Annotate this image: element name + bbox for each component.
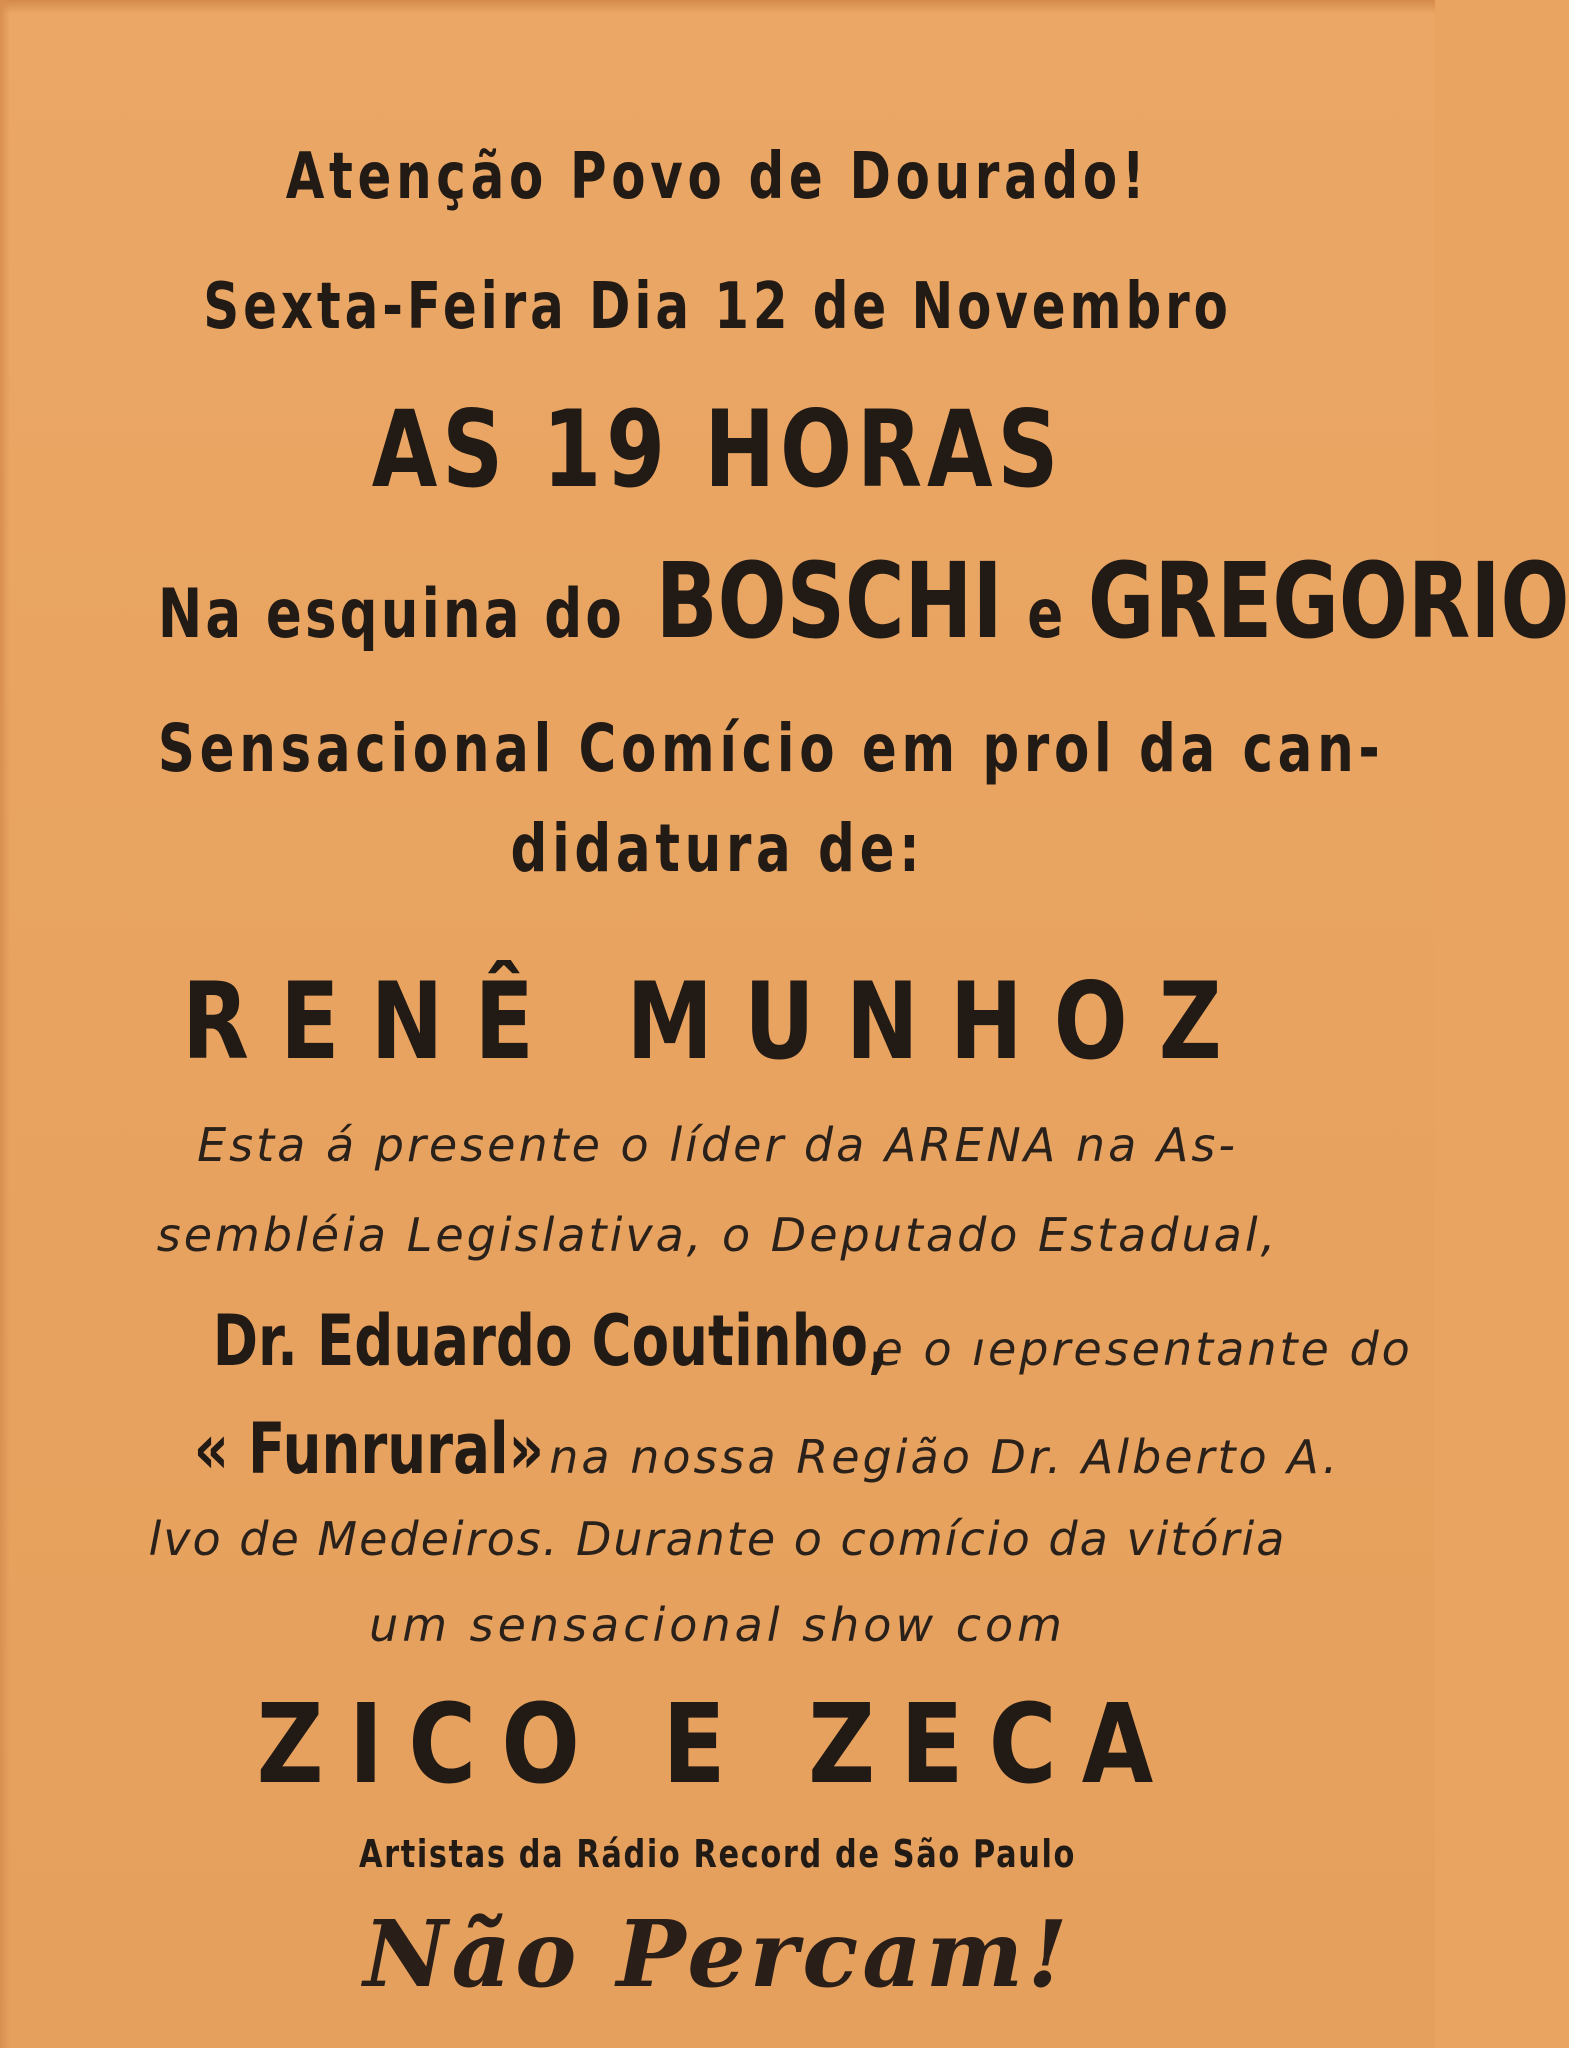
candidate-name: RENÊ MUNHOZ bbox=[182, 960, 1253, 1083]
paper-edge-top bbox=[0, 0, 1435, 14]
paragraph-line-3 bbox=[0, 1300, 1435, 1382]
headline-attention: Atenção Povo de Dourado! bbox=[285, 140, 1150, 214]
location-gregorio: GREGORIO bbox=[1087, 540, 1569, 662]
paragraph-line-4 bbox=[0, 1408, 1435, 1490]
paragraph-line-4-rest: na nossa Região Dr. Alberto A. bbox=[549, 1430, 1341, 1484]
event-time: AS 19 HORAS bbox=[371, 388, 1064, 511]
event-location bbox=[157, 540, 1569, 662]
deputy-name: Dr. Eduardo Coutinho, bbox=[212, 1300, 889, 1382]
location-boschi: BOSCHI bbox=[655, 540, 1003, 662]
paragraph-line-1: Esta á presente o líder da ARENA na As- bbox=[197, 1118, 1238, 1172]
artists-subtitle: Artistas da Rádio Record de São Paulo bbox=[359, 1832, 1076, 1876]
rally-description: Sensacional Comício em prol da can- bbox=[157, 710, 1385, 787]
paper-edge-left bbox=[0, 0, 10, 2048]
funrural-label: « Funrural» bbox=[193, 1408, 544, 1490]
event-date: Sexta-Feira Dia 12 de Novembro bbox=[203, 270, 1232, 344]
location-prefix: Na esquina do bbox=[157, 575, 625, 654]
rally-description-continued: didatura de: bbox=[510, 810, 925, 887]
paragraph-line-6: um sensacional show com bbox=[369, 1598, 1066, 1652]
location-and: e bbox=[1027, 575, 1064, 654]
paragraph-line-3-rest: e o ıepresentante do bbox=[874, 1322, 1413, 1376]
closing-call: Não Percam! bbox=[363, 1900, 1072, 2008]
paragraph-line-2: sembléia Legislativa, o Deputado Estadual, bbox=[156, 1208, 1279, 1262]
paragraph-line-5: lvo de Medeiros. Durante o comício da vitória bbox=[148, 1512, 1287, 1566]
artists-name: ZICO E ZECA bbox=[256, 1680, 1179, 1808]
